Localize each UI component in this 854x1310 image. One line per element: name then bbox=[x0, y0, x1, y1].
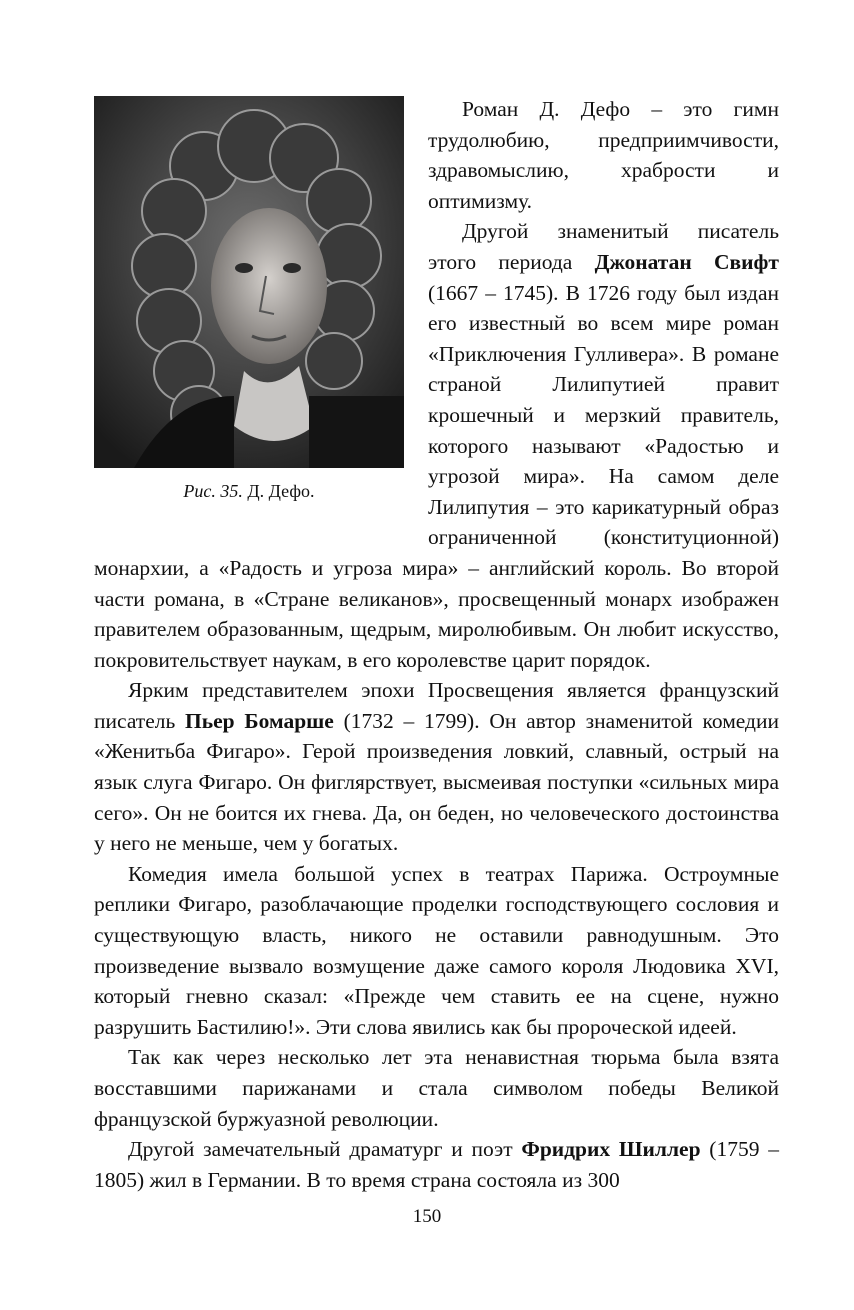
text-segment: (1759 –1805) жил в Германии. В то время страна состояла из 300 bbox=[94, 1137, 779, 1192]
text-segment: Роман Д. Дефо – это гимн трудолюбию, предприимчивости, здравомыслию, храбрости и оптимизму. bbox=[428, 97, 779, 213]
paragraph bbox=[94, 859, 779, 1043]
text-segment: (1732 – 1799). Он автор знаменитой комедии «Женитьба Фигаро». Герой произведения ловкий, славный, острый на язык слуга Фигаро. Он фиглярствует, высмеивая поступки «сильных мира сего». Он не боится их гнева. Да, он беден, но человеческого достоинства у него не меньше, чем у богатых. bbox=[94, 708, 780, 856]
paragraph bbox=[94, 1042, 779, 1134]
author-name: Джонатан Свифт bbox=[594, 249, 779, 274]
text-segment: (1667 – 1745). В 1726 году был издан его известный во всем мире роман «Приключения Гулливера». В романе страной Лилипутией правит крошечный и мерзкий правитель, которого называют «Радостью и угрозой мира». На самом деле Лилипутия – это карикатурный образ ограниченной (конституционной) монархии, а «Радость и угроза мира» – английский король. Во второй части романа, в «Стране великанов», просвещенный монарх изображен правителем образованным, щедрым, миролюбивым. Он любит искусство, покровительствует наукам, в его королевстве царит порядок. bbox=[94, 280, 779, 672]
paragraph bbox=[94, 1134, 779, 1195]
author-name: Пьер Бомарше bbox=[185, 708, 334, 733]
figure-label: Рис. 35. bbox=[183, 481, 243, 501]
text-segment: Ярким представителем эпохи Просвещения является французский писатель bbox=[94, 678, 779, 733]
figure-35 bbox=[94, 96, 404, 524]
text-segment: Так как через несколько лет эта ненавистная тюрьма была взята восставшими парижанами и стала символом победы Великой французской буржуазной революции. bbox=[94, 1045, 779, 1131]
text-segment: Комедия имела большой успех в театрах Парижа. Остроумные реплики Фигаро, разоблачающие проделки господствующего сословия и существующую власть, никого не оставили равнодушным. Это произведение вызвало возмущение даже самого короля Людовика XVI, который гневно сказал: «Прежде чем ставить ее на сцене, нужно разрушить Бастилию!». Эти слова явились как бы пророческой идеей. bbox=[94, 861, 779, 1039]
page-number: 150 bbox=[412, 1206, 442, 1227]
text-segment: Другой замечательный драматург и поэт bbox=[128, 1137, 522, 1162]
author-name: Фридрих Шиллер bbox=[521, 1137, 701, 1162]
text-segment: Другой знаменитый писатель этого периода bbox=[428, 219, 779, 274]
portrait-image bbox=[94, 96, 404, 468]
paragraph bbox=[94, 675, 779, 859]
body-text bbox=[94, 94, 779, 1195]
figure-title: Д. Дефо. bbox=[247, 481, 315, 501]
figure-caption bbox=[94, 480, 404, 502]
